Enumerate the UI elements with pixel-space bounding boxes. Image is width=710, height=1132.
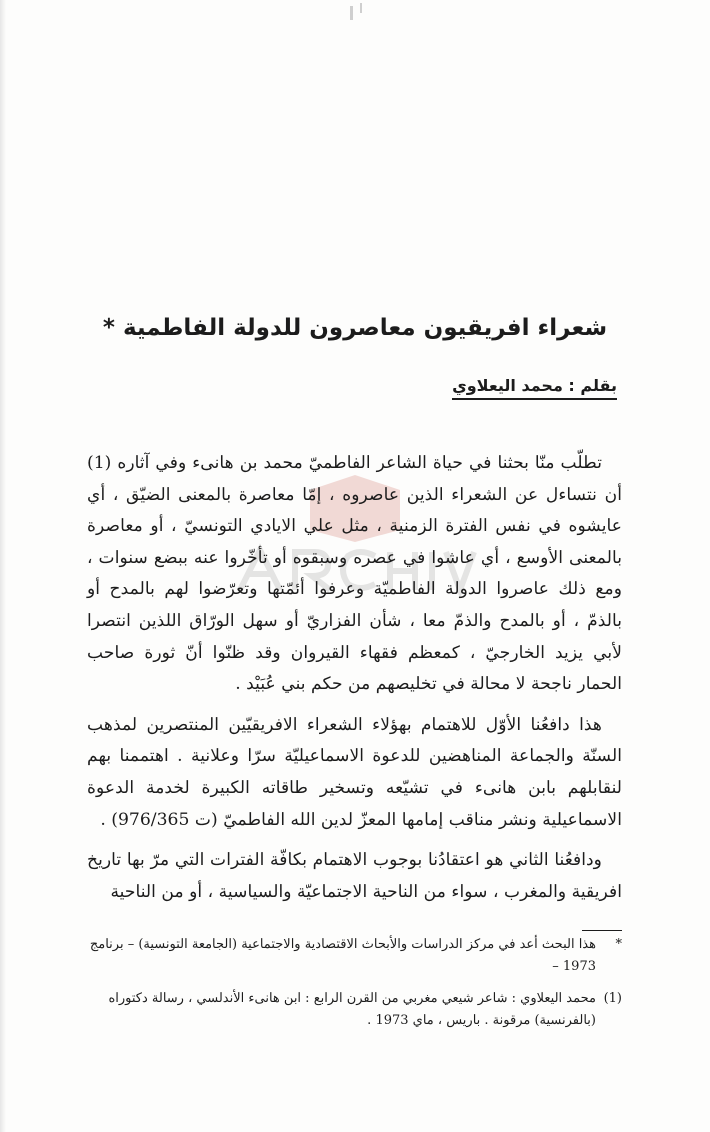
footnote xyxy=(87,934,622,978)
scan-speck xyxy=(360,3,362,13)
author-byline: بقلم : محمد اليعلاوي xyxy=(452,376,617,400)
footnote-mark: * xyxy=(615,937,622,952)
footnote-text: هذا البحث أعد في مركز الدراسات والأبحاث الاقتصادية والاجتماعية (الجامعة التونسية) – برنامج 1973 – xyxy=(89,937,596,974)
footnote-mark: (1) xyxy=(603,991,622,1006)
footnote xyxy=(87,988,622,1032)
footnote-divider xyxy=(582,930,622,931)
footnote-text: محمد اليعلاوي : شاعر شيعي مغربي من القرن الرابع : ابن هانىء الأندلسي ، رسالة دكتوراه (بالفرنسية) مرقونة . باريس ، ماي 1973 . xyxy=(108,991,596,1028)
article-title: شعراء افريقيون معاصرون للدولة الفاطمية * xyxy=(102,315,608,341)
page-edge-shadow xyxy=(0,0,6,1132)
article-body xyxy=(87,448,622,908)
paragraph: تطلّب منّا بحثنا في حياة الشاعر الفاطميّ محمد بن هانىء وفي آثاره (1) أن نتساءل عن الشعراء الذين عاصروه ، إمّا معاصرة بالمعنى الضيّق ، أي عايشوه في نفس الفترة الزمنية ، مثل علي الايادي التونسيّ ، أو معاصرة بالمعنى الأوسع ، أي عاشوا في عصره وسبقوه أو تأخّروا عنه ببضع سنوات ، ومع ذلك عاصروا الدولة الفاطميّة وعرفوا أئمّتها وتعرّضوا لهم بالمدح أو بالذمّ ، أو بالمدح والذمّ معا ، شأن الفزاريّ أو سهل الورّاق اللذين انتصرا لأبي يزيد الخارجيّ ، كمعظم فقهاء القيروان وقد ظنّوا أنّ ثورة صاحب الحمار ناجحة لا محالة في تخليصهم من حكم بني عُبَيْد . xyxy=(87,453,622,695)
paragraph: هذا دافعُنا الأوّل للاهتمام بهؤلاء الشعراء الافريقيّين المنتصرين لمذهب السنّة والجماعة المناهضين للدعوة الاسماعيليّة سرّا وعلانية . اهتممنا بهم لنقابلهم بابن هانىء في تشيّعه وتسخير طاقاته الكبيرة لخدمة الدعوة الاسماعيلية ونشر مناقب إمامها المعزّ لدين الله الفاطميّ (ت 976/365) . xyxy=(87,714,622,830)
scan-speck xyxy=(350,6,353,20)
footnotes xyxy=(87,934,622,1032)
paragraph: ودافعُنا الثاني هو اعتقادُنا بوجوب الاهتمام بكافّة الفترات التي مرّ بها تاريخ افريقية والمغرب ، سواء من الناحية الاجتماعيّة والسياسية ، أو من الناحية xyxy=(87,850,622,902)
